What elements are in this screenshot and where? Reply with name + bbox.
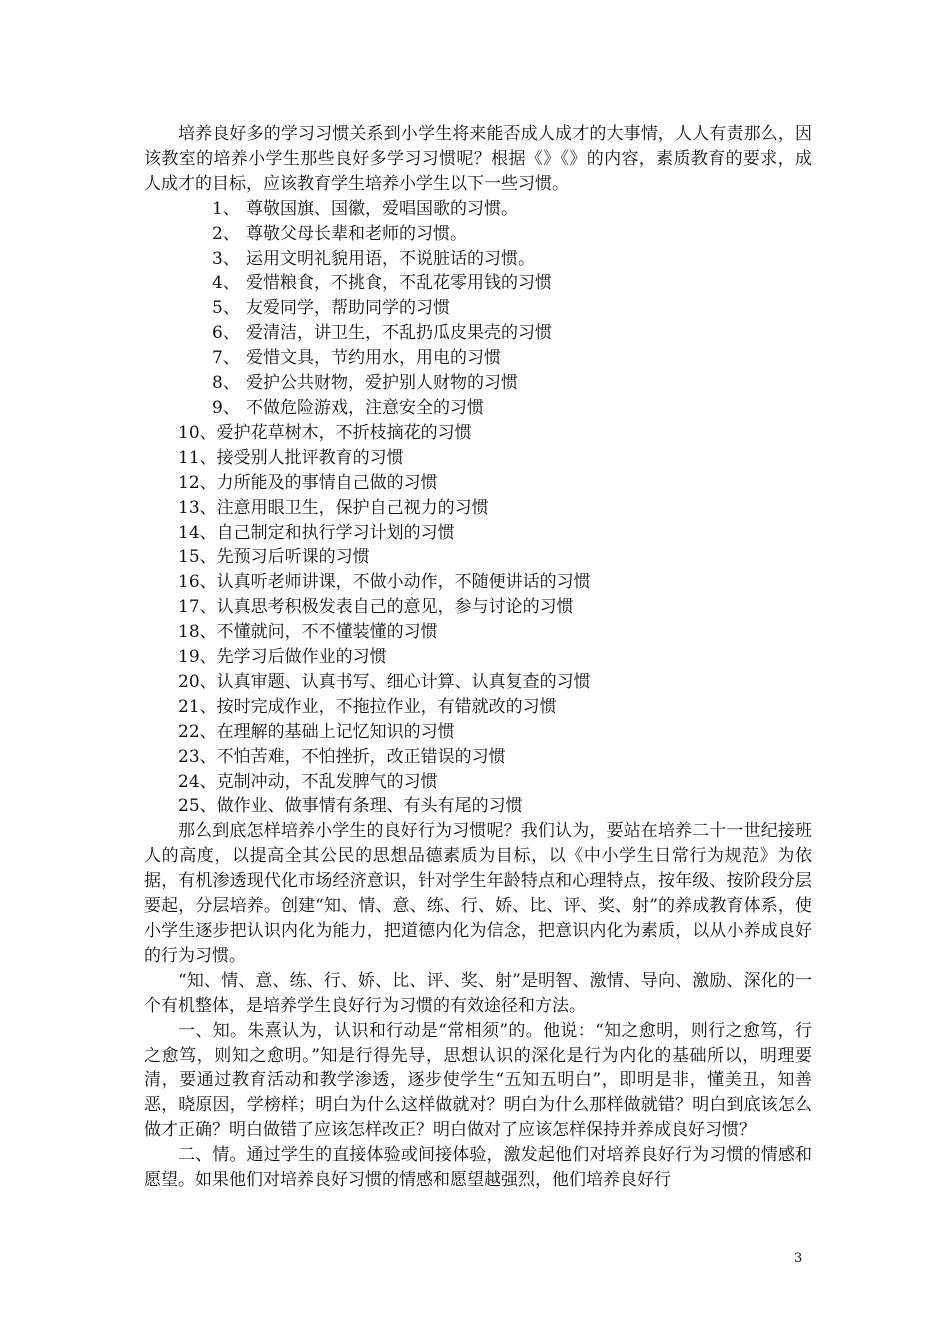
list-item <box>144 296 812 321</box>
list-item-number: 8、 <box>212 373 240 394</box>
list-item-text: 不做危险游戏，注意安全的习惯 <box>246 397 484 418</box>
list-item-text: 接受别人批评教育的习惯 <box>216 447 404 468</box>
list-item <box>144 620 812 645</box>
list-item-number: 4、 <box>212 273 240 294</box>
list-item-text: 不懂就问，不不懂装懂的习惯 <box>216 622 438 643</box>
list-item-number: 12、 <box>178 472 217 493</box>
list-item-number: 5、 <box>212 298 240 319</box>
list-item <box>144 695 812 720</box>
list-item-text: 克制冲动，不乱发脾气的习惯 <box>216 771 438 792</box>
list-item-number: 17、 <box>178 597 217 618</box>
list-item-text: 认真听老师讲课，不做小动作，不随便讲话的习惯 <box>216 572 591 593</box>
list-item-number: 15、 <box>178 547 217 568</box>
list-item <box>144 321 812 346</box>
list-item-number: 16、 <box>178 572 217 593</box>
list-item <box>144 570 812 595</box>
body-paragraph: 二、情。通过学生的直接体验或间接体验，激发起他们对培养良好行为习惯的情感和愿望。如果他们对培养良好习惯的情感和愿望越强烈，他们培养良好行 <box>144 1145 812 1191</box>
list-item-text: 先学习后做作业的习惯 <box>216 647 387 668</box>
list-item-number: 14、 <box>178 522 217 543</box>
list-item-text: 友爱同学，帮助同学的习惯 <box>246 298 450 319</box>
list-item-number: 10、 <box>178 422 217 443</box>
list-item <box>144 222 812 247</box>
list-item <box>144 745 812 770</box>
list-item-text: 认真审题、认真书写、细心计算、认真复查的习惯 <box>216 671 591 692</box>
list-item-number: 11、 <box>178 447 217 468</box>
list-item-text: 爱惜文具，节约用水，用电的习惯 <box>246 348 501 369</box>
body-paragraph: “知、情、意、练、行、娇、比、评、奖、射”是明智、激情、导向、激励、深化的一个有机整体，是培养学生良好行为习惯的有效途径和方法。 <box>144 970 812 1016</box>
list-item-number: 22、 <box>178 721 217 742</box>
list-item-number: 13、 <box>178 497 217 518</box>
list-item-text: 尊敬父母长辈和老师的习惯。 <box>246 223 467 244</box>
list-item-text: 先预习后听课的习惯 <box>216 547 370 568</box>
list-item <box>144 521 812 546</box>
list-item <box>144 545 812 570</box>
list-item-text: 力所能及的事情自己做的习惯 <box>216 472 438 493</box>
list-item <box>144 720 812 745</box>
body-paragraph: 一、知。朱熹认为，认识和行动是“常相须”的。他说：“知之愈明，则行之愈笃，行之愈笃，则知之愈明。”知是行得先导，思想认识的深化是行为内化的基础所以，明理要清，要通过教育活动和教学渗透，逐步使学生“五知五明白”，即明是非，懂美丑，知善恶，晓原因，学榜样；明白为什么这样做就对？明白为什么那样做就错？明白到底该怎么做才正确？明白做错了应该怎样改正？明白做对了应该怎样保持并养成良好习惯？ <box>144 1020 812 1141</box>
list-item-number: 19、 <box>178 647 217 668</box>
list-item-number: 24、 <box>178 771 217 792</box>
body-paragraph: 那么到底怎样培养小学生的良好行为习惯呢？我们认为，要站在培养二十一世纪接班人的高度，以提高全其公民的思想品德素质为目标，以《中小学生日常行为规范》为依据，有机渗透现代化市场经济意识，针对学生年龄特点和心理特点，按年级、按阶段分层要起，分层培养。创建“知、情、意、练、行、娇、比、评、奖、射”的养成教育体系，使小学生逐步把认识内化为能力，把道德内化为信念，把意识内化为素质，以从小养成良好的行为习惯。 <box>144 821 812 966</box>
list-item-number: 6、 <box>212 323 240 344</box>
list-item <box>144 770 812 795</box>
list-item <box>144 670 812 695</box>
intro-paragraph: 培养良好多的学习习惯关系到小学生将来能否成人成才的大事情，人人有责那么，因该教室的培养小学生那些良好多学习习惯呢？根据《》《》的内容，素质教育的要求，成人成才的目标，应该教育学生培养小学生以下一些习惯。 <box>144 124 812 194</box>
list-item-text: 爱护公共财物，爱护别人财物的习惯 <box>246 373 518 394</box>
list-item <box>144 471 812 496</box>
list-item-text: 爱惜粮食，不挑食，不乱花零用钱的习惯 <box>246 273 552 294</box>
list-item-text: 不怕苦难，不怕挫折，改正错误的习惯 <box>216 746 506 767</box>
list-item-text: 爱护花草树木，不折枝摘花的习惯 <box>216 422 472 443</box>
document-body <box>144 122 812 1193</box>
list-item-text: 在理解的基础上记忆知识的习惯 <box>216 721 455 742</box>
list-item-text: 运用文明礼貌用语，不说脏话的习惯。 <box>246 248 535 269</box>
list-item <box>144 271 812 296</box>
list-item <box>144 396 812 421</box>
list-item-text: 注意用眼卫生，保护自己视力的习惯 <box>216 497 489 518</box>
list-item-number: 20、 <box>178 671 217 692</box>
list-item-text: 尊敬国旗、国徽，爱唱国歌的习惯。 <box>246 198 518 219</box>
list-item-text: 认真思考积极发表自己的意见，参与讨论的习惯 <box>216 597 574 618</box>
list-item <box>144 197 812 222</box>
list-item-number: 9、 <box>212 397 240 418</box>
list-item-text: 自己制定和执行学习计划的习惯 <box>216 522 455 543</box>
list-item-number: 25、 <box>178 796 217 817</box>
list-item-text: 做作业、做事情有条理、有头有尾的习惯 <box>216 796 523 817</box>
list-item-number: 23、 <box>178 746 217 767</box>
list-item-number: 1、 <box>212 198 240 219</box>
list-item-text: 爱清洁，讲卫生，不乱扔瓜皮果壳的习惯 <box>246 323 552 344</box>
list-item-number: 3、 <box>212 248 240 269</box>
list-item-number: 7、 <box>212 348 240 369</box>
list-item <box>144 595 812 620</box>
list-item-number: 21、 <box>178 696 217 717</box>
list-item <box>144 371 812 396</box>
list-item <box>144 346 812 371</box>
list-item-number: 18、 <box>178 622 217 643</box>
list-item-text: 按时完成作业，不拖拉作业，有错就改的习惯 <box>216 696 557 717</box>
list-item <box>144 794 812 819</box>
list-item <box>144 645 812 670</box>
page-number: 3 <box>794 1251 803 1266</box>
list-item-number: 2、 <box>212 223 240 244</box>
list-item <box>144 421 812 446</box>
list-item <box>144 446 812 471</box>
list-item <box>144 247 812 272</box>
list-item <box>144 496 812 521</box>
habit-list <box>144 197 812 820</box>
